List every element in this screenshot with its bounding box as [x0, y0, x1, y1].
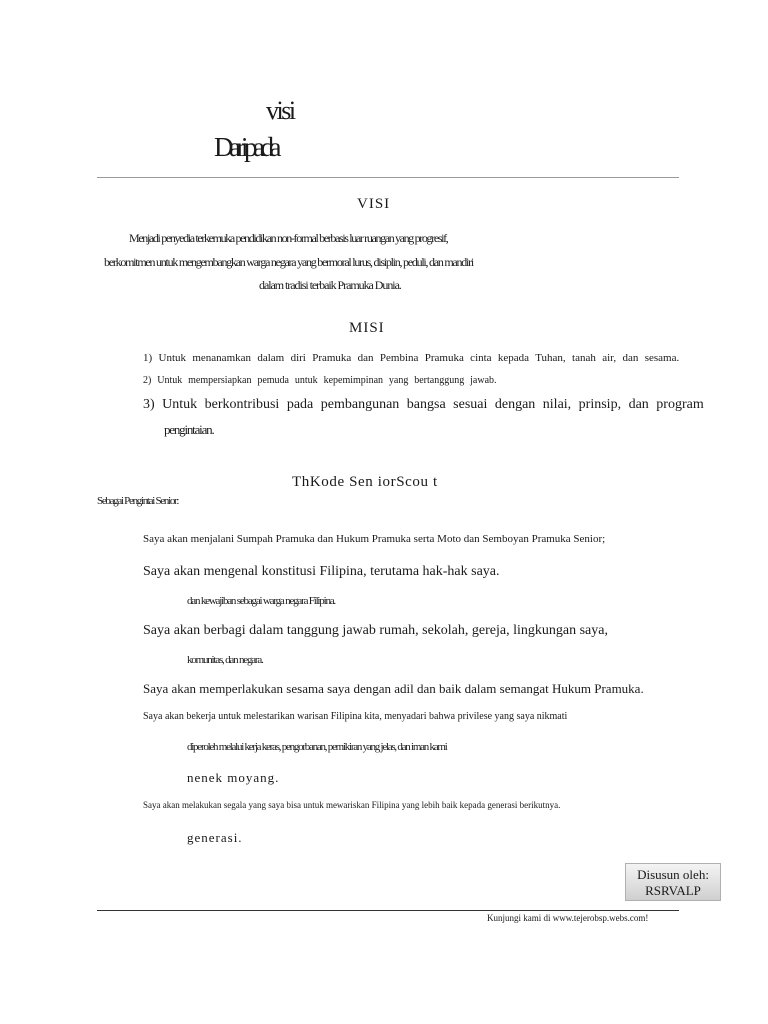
- visit-link[interactable]: Kunjungi kami di www.tejerobsp.webs.com!: [487, 913, 649, 923]
- code-line: komunitas, dan negara.: [187, 654, 263, 666]
- footer-divider: [97, 910, 679, 911]
- code-line: diperoleh melalui kerja keras, pengorbanan, pemikiran yang jelas, dan iman kami: [187, 741, 447, 753]
- code-line: Saya akan bekerja untuk melestarikan warisan Filipina kita, menyadari bahwa privilese yang saya nikmati: [143, 711, 568, 722]
- badge-line2: RSRVALP: [645, 883, 701, 898]
- header-title-word: visi: [266, 96, 294, 125]
- code-line: Saya akan melakukan segala yang saya bisa untuk mewariskan Filipina yang lebih baik kepada generasi berikutnya.: [143, 800, 561, 810]
- misi-item: 2) Untuk mempersiapkan pemuda untuk kepemimpinan yang bertanggung jawab.: [143, 375, 497, 386]
- code-line: nenek moyang.: [187, 770, 280, 785]
- visi-line: dalam tradisi terbaik Pramuka Dunia.: [259, 278, 401, 292]
- code-subheading: Sebagai Pengintai Senior:: [97, 495, 179, 507]
- misi-item: 1) Untuk menanamkan dalam diri Pramuka dan Pembina Pramuka cinta kepada Tuhan, tanah air, dan sesama.: [143, 352, 680, 364]
- code-line: Saya akan menjalani Sumpah Pramuka dan Hukum Pramuka serta Moto dan Semboyan Pramuka Senior;: [143, 533, 606, 545]
- author-badge: [625, 863, 721, 901]
- misi-item: pengintaian.: [164, 422, 214, 437]
- header-title-sub: Daripada: [214, 132, 277, 162]
- code-line: generasi.: [187, 830, 243, 845]
- code-line: Saya akan berbagi dalam tanggung jawab rumah, sekolah, gereja, lingkungan saya,: [143, 623, 608, 638]
- code-heading: ThKode Sen iorScou t: [292, 474, 438, 490]
- visi-line: Menjadi penyedia terkemuka pendidikan non-formal berbasis luar ruangan yang progresif,: [129, 231, 448, 245]
- code-line: dan kewajiban sebagai warga negara Filipina.: [187, 595, 335, 607]
- code-line: Saya akan memperlakukan sesama saya dengan adil dan baik dalam semangat Hukum Pramuka.: [143, 681, 644, 696]
- code-line: Saya akan mengenal konstitusi Filipina, terutama hak-hak saya.: [143, 564, 500, 579]
- misi-item: 3) Untuk berkontribusi pada pembangunan bangsa sesuai dengan nilai, prinsip, dan program: [143, 397, 704, 412]
- visi-heading: VISI: [357, 196, 391, 212]
- visi-line: berkomitmen untuk mengembangkan warga negara yang bermoral lurus, disiplin, peduli, dan mandiri: [104, 255, 473, 269]
- badge-line1: Disusun oleh:: [637, 867, 709, 882]
- misi-heading: MISI: [349, 320, 385, 336]
- header-divider: [97, 177, 679, 178]
